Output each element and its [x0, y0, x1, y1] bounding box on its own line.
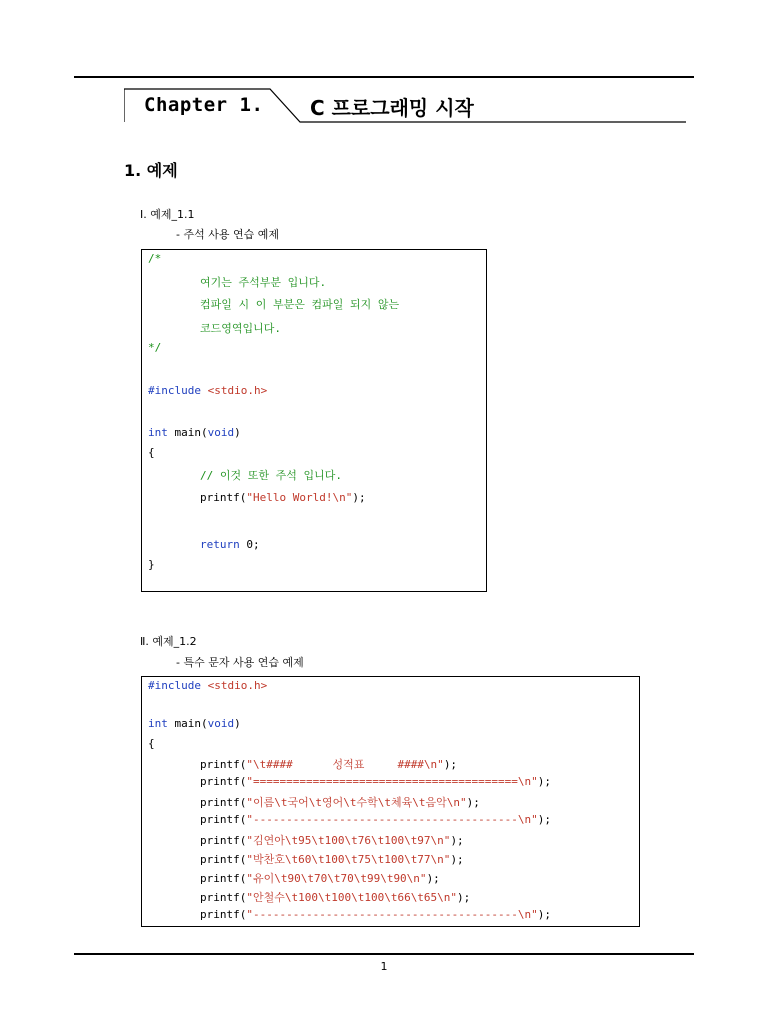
comment-open: /* — [148, 252, 162, 265]
string-literal: "안철수\t100\t100\t100\t66\t65\n" — [246, 891, 458, 904]
statement-end: ); — [426, 872, 440, 885]
printf-call: printf( — [200, 908, 247, 921]
printf-line — [148, 794, 480, 810]
keyword-void: void — [207, 717, 235, 730]
string-literal: "유이\t90\t70\t70\t99\t90\n" — [246, 872, 427, 885]
string-literal: "========================================\n" — [246, 775, 538, 788]
brace-open: { — [148, 737, 155, 750]
paren: ) — [234, 426, 241, 439]
statement-end: ); — [537, 908, 552, 921]
string-literal: "이름\t국어\t영어\t수학\t체육\t음악\n" — [246, 796, 467, 809]
keyword-void: void — [207, 426, 235, 439]
comment-text: 컴파일 시 이 부분은 컴파일 되지 않는 — [200, 298, 400, 311]
code-line — [148, 446, 155, 459]
example2-code-box — [141, 676, 640, 927]
string-literal: "Hello World!\n" — [246, 491, 353, 504]
example2-label: Ⅱ. 예제_1.2 — [140, 635, 197, 648]
code-line — [148, 341, 161, 354]
string-literal: "----------------------------------------\n" — [246, 908, 538, 921]
comment-close: */ — [148, 341, 162, 354]
function-name: main( — [174, 426, 208, 439]
printf-line — [148, 889, 470, 905]
statement-end: ); — [450, 834, 464, 847]
include-header: <stdio.h> — [207, 679, 268, 692]
code-line — [148, 467, 342, 483]
comment-text: 여기는 주석부분 입니다. — [200, 276, 327, 289]
printf-call: printf( — [200, 491, 247, 504]
string-literal: "----------------------------------------\n" — [246, 813, 538, 826]
function-name: main( — [174, 717, 208, 730]
bottom-rule — [74, 953, 694, 955]
statement-end: ); — [450, 853, 464, 866]
printf-call: printf( — [200, 758, 247, 771]
printf-line — [148, 775, 551, 788]
string-literal: "김연아\t95\t100\t76\t100\t97\n" — [246, 834, 451, 847]
printf-line — [148, 756, 457, 772]
page-number: 1 — [380, 960, 388, 973]
section-title: 1. 예제 — [124, 161, 178, 180]
printf-line — [148, 870, 440, 886]
example1-sublabel: - 주석 사용 연습 예제 — [176, 228, 279, 241]
brace-close: } — [148, 558, 155, 571]
chapter-title: C 프로그래밍 시작 — [310, 96, 474, 120]
printf-call: printf( — [200, 853, 247, 866]
printf-call: printf( — [200, 775, 247, 788]
keyword-return: return — [200, 538, 240, 551]
example2-sublabel: - 특수 문자 사용 연습 예제 — [176, 656, 304, 669]
code-line — [148, 717, 241, 730]
statement-end: ); — [352, 491, 366, 504]
printf-line — [148, 851, 464, 867]
printf-call: printf( — [200, 872, 247, 885]
string-literal: "박찬호\t60\t100\t75\t100\t77\n" — [246, 853, 451, 866]
code-line — [148, 384, 267, 397]
statement-end: ); — [537, 775, 552, 788]
code-line — [148, 296, 399, 312]
statement-end: ); — [537, 813, 552, 826]
printf-call: printf( — [200, 796, 247, 809]
code-line — [148, 538, 260, 551]
code-line — [148, 320, 281, 336]
paren: ) — [234, 717, 241, 730]
printf-call: printf( — [200, 813, 247, 826]
printf-call: printf( — [200, 834, 247, 847]
printf-line — [148, 813, 551, 826]
include-directive: #include — [148, 384, 201, 397]
line-comment: // 이것 또한 주석 입니다. — [200, 469, 342, 482]
example1-label: Ⅰ. 예제_1.1 — [140, 208, 195, 221]
code-line — [148, 737, 155, 750]
code-line — [148, 274, 326, 290]
include-directive: #include — [148, 679, 201, 692]
code-line — [148, 252, 161, 265]
printf-call: printf( — [200, 891, 247, 904]
chapter-number: Chapter 1. — [144, 94, 264, 116]
code-line — [148, 426, 241, 439]
keyword-int: int — [148, 426, 168, 439]
chapter-header — [124, 88, 686, 122]
code-line — [148, 491, 366, 504]
statement-end: ); — [443, 758, 458, 771]
return-value: 0; — [239, 538, 260, 551]
string-literal: "\t#### 성적표 ####\n" — [246, 758, 444, 771]
comment-text: 코드영역입니다. — [200, 322, 282, 335]
printf-line — [148, 832, 464, 848]
code-line — [148, 679, 267, 692]
top-rule — [74, 76, 694, 78]
code-line — [148, 558, 155, 571]
printf-line — [148, 908, 551, 921]
example1-code-box — [141, 249, 487, 592]
brace-open: { — [148, 446, 155, 459]
keyword-int: int — [148, 717, 168, 730]
include-header: <stdio.h> — [207, 384, 268, 397]
statement-end: ); — [466, 796, 480, 809]
statement-end: ); — [457, 891, 471, 904]
